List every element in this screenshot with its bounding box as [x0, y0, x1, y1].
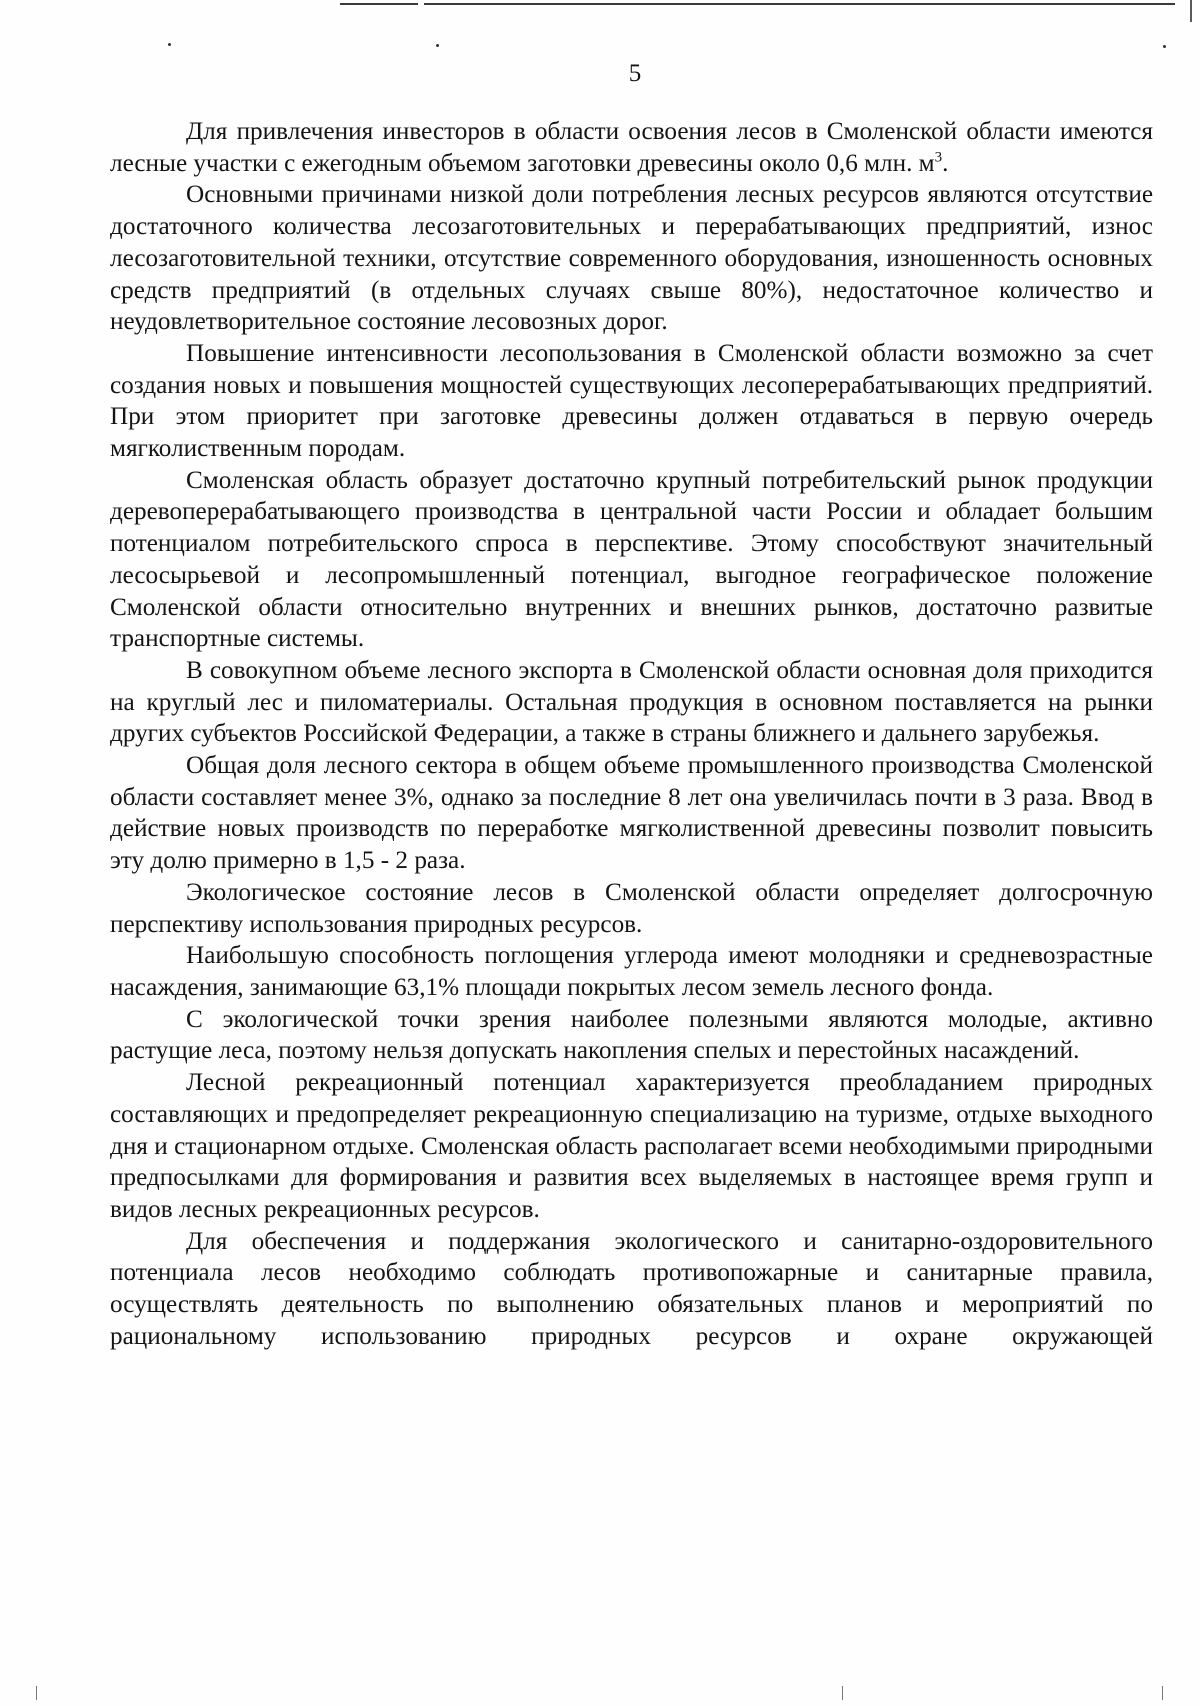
scan-speck	[1163, 45, 1166, 48]
scan-artifact-bottom-mark	[1162, 1686, 1163, 1700]
paragraph-intensity-increase: Повышение интенсивности лесопользования в Смоленской области возможно за счет создания новых и повышения мощностей существующих лесоперерабатывающих предприятий. При этом приоритет при заготовке древесины должен отдаваться в первую очередь мягколиственным породам.	[110, 339, 1153, 463]
scan-speck	[168, 43, 171, 46]
paragraph-export: В совокупном объеме лесного экспорта в Смоленской области основная доля приходится на круглый лес и пиломатериалы. Остальная продукция в основном поставляется на рынки других субъектов Российской Федерации, а также в страны ближнего и дальнего зарубежья.	[110, 656, 1153, 748]
paragraph-low-consumption-causes: Основными причинами низкой доли потребления лесных ресурсов являются отсутствие достаточного количества лесозаготовительных и перерабатывающих предприятий, износ лесозаготовительной техники, отсутствие современного оборудования, изношенность основных средств предприятий (в отдельных случаях свыше 80%), недостаточное количество и неудовлетворительное состояние лесовозных дорог.	[110, 181, 1153, 336]
scan-artifact-top-line	[340, 3, 1175, 5]
paragraph-ecological-state: Экологическое состояние лесов в Смоленской области определяет долгосрочную перспективу использования природных ресурсов.	[110, 878, 1153, 938]
paragraph-consumer-market: Смоленская область образует достаточно крупный потребительский рынок продукции деревоперерабатывающего производства в центральной части России и обладает большим потенциалом потребительского спроса в перспективе. Этому способствуют значительный лесосырьевой и лесопромышленный потенциал, выгодное географическое положение Смоленской области относительно внутренних и внешних рынков, достаточно развитые транспортные системы.	[110, 466, 1153, 653]
paragraph-young-forests: С экологической точки зрения наиболее полезными являются молодые, активно растущие леса, поэтому нельзя допускать накопления спелых и перестойных насаждений.	[110, 1005, 1153, 1065]
document-body	[110, 116, 1153, 1352]
scan-artifact-bottom-mark	[36, 1686, 37, 1700]
paragraph-carbon-absorption: Наибольшую способность поглощения углерода имеют молодняки и средневозрастные насаждения, занимающие 63,1% площади покрытых лесом земель лесного фонда.	[110, 942, 1153, 1001]
paragraph-forest-sector-share: Общая доля лесного сектора в общем объеме промышленного производства Смоленской области составляет менее 3%, однако за последние 8 лет она увеличилась почти в 3 раза. Ввод в действие новых производств по переработке мягколиственной древесины позволит повысить эту долю примерно в 1,5 - 2 раза.	[110, 752, 1153, 875]
paragraph-text: Для привлечения инвесторов в области освоения лесов в Смоленской области имеются лесные участки с ежегодным объемом заготовки древесины около 0,6 млн. м	[110, 118, 1153, 177]
paragraph-recreation-potential: Лесной рекреационный потенциал характеризуется преобладанием природных составляющих и предопределяет рекреационную специализацию на туризме, отдыхе выходного дня и стационарном отдыхе. Смоленская область располагает всеми необходимыми природными предпосылками для формирования и развития всех выделяемых в настоящее время групп и видов лесных рекреационных ресурсов.	[110, 1069, 1153, 1223]
paragraph-sanitary-rules: Для обеспечения и поддержания экологического и санитарно-оздоровительного потенциала лесов необходимо соблюдать противопожарные и санитарные правила, осуществлять деятельность по выполнению обязательных планов и мероприятий по рациональному использованию природных ресурсов и охране окружающей	[110, 1227, 1153, 1350]
superscript-cubic: 3	[934, 149, 943, 166]
scan-artifact-right-edge	[1190, 0, 1192, 22]
page-number: 5	[628, 60, 642, 87]
scan-artifact-gap	[418, 3, 424, 5]
scan-artifact-bottom-mark	[842, 1686, 843, 1700]
paragraph-investors	[110, 116, 1153, 179]
scan-speck	[436, 44, 439, 47]
paragraph-tail: .	[942, 149, 949, 177]
